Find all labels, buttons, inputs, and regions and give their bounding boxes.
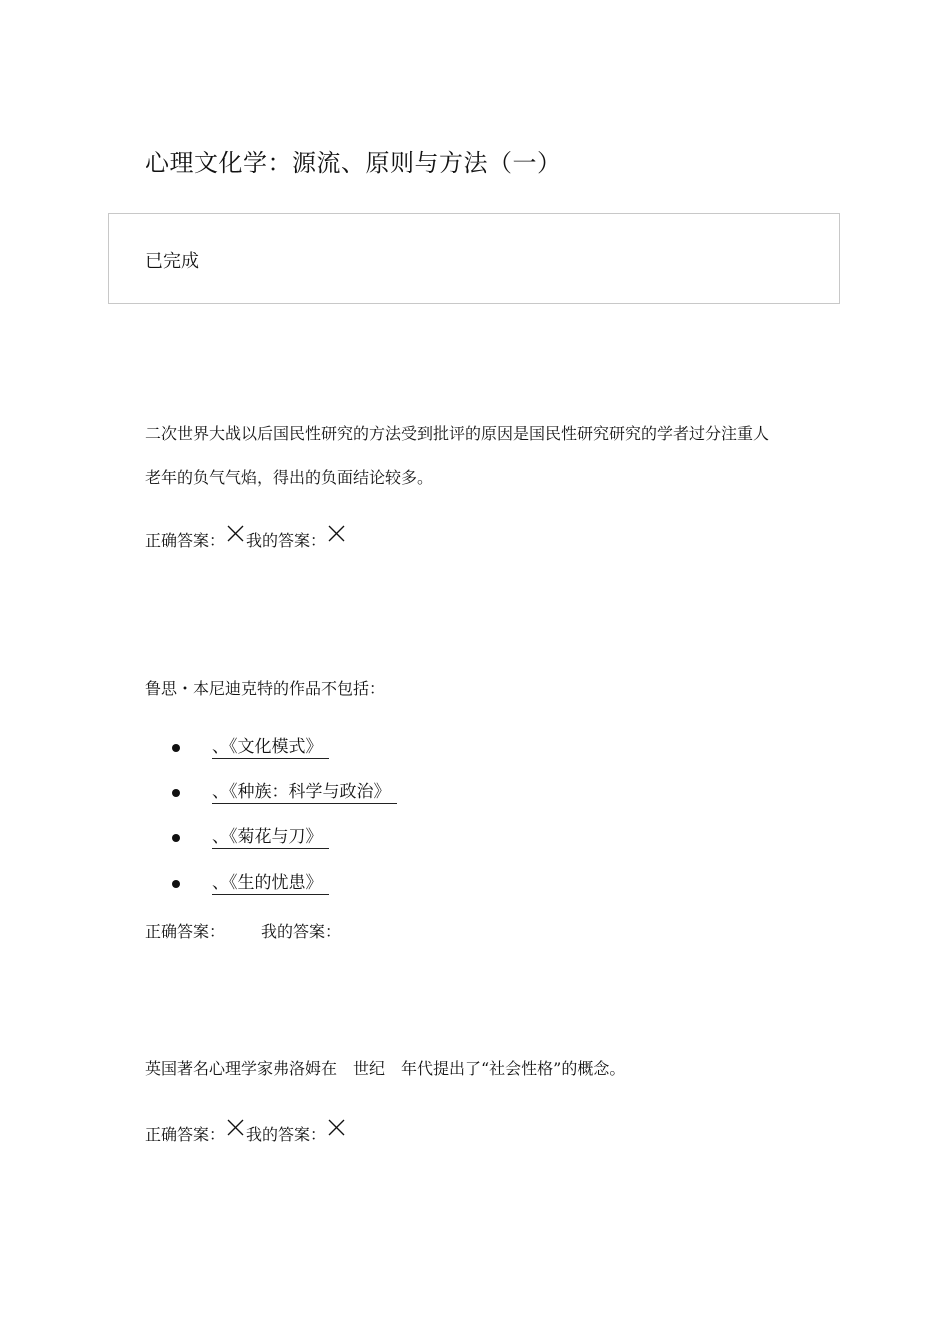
bullet-icon	[172, 789, 180, 797]
bullet-icon	[172, 744, 180, 752]
question-1-answer-line	[145, 528, 347, 551]
my-answer-label: 我的答案：	[246, 1125, 327, 1144]
correct-answer-label: 正确答案：	[145, 922, 226, 941]
question-1-text-line-2: 老年的负气气焰，得出的负面结论较多。	[145, 468, 434, 487]
option-label[interactable]: 、《生的忧患》	[212, 868, 329, 895]
question-1-text-line-1: 二次世界大战以后国民性研究的方法受到批评的原因是国民性研究研究的学者过分注重人	[145, 424, 770, 443]
option-label[interactable]: 、《菊花与刀》	[212, 822, 329, 849]
correct-answer-label: 正确答案：	[145, 531, 226, 550]
my-answer-label: 我的答案：	[246, 531, 327, 550]
question-2-text: 鲁思・本尼迪克特的作品不包括：	[145, 679, 386, 698]
cross-icon	[226, 524, 245, 543]
my-answer-label: 我的答案：	[261, 922, 342, 941]
cross-icon	[327, 524, 346, 543]
cross-icon	[226, 1118, 245, 1137]
bullet-icon	[172, 880, 180, 888]
page-title: 心理文化学：源流、原则与方法（一）	[145, 149, 562, 177]
status-panel	[108, 213, 840, 304]
question-2-answer-line	[145, 919, 341, 942]
question-3-answer-line	[145, 1122, 347, 1145]
status-text: 已完成	[145, 251, 199, 272]
cross-icon	[327, 1118, 346, 1137]
bullet-icon	[172, 834, 180, 842]
question-3-text: 英国著名心理学家弗洛姆在 世纪 年代提出了“社会性格”的概念。	[145, 1059, 626, 1078]
correct-answer-label: 正确答案：	[145, 1125, 226, 1144]
option-label[interactable]: 、《种族：科学与政治》	[212, 777, 397, 804]
option-label[interactable]: 、《文化模式》	[212, 732, 329, 759]
